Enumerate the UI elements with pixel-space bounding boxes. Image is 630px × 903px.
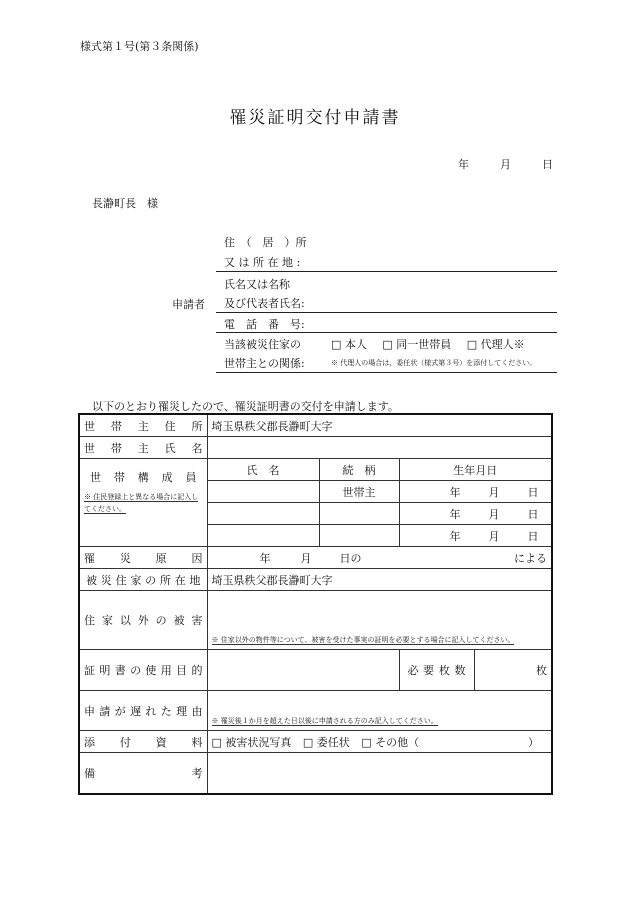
other-damage-label: 住家以外の被害 <box>79 591 207 650</box>
address-label-1: 住 （ 居 ）所 <box>224 236 307 249</box>
address-label-2: 又 は 所 在 地 : <box>224 256 301 269</box>
attach-photo-checkbox[interactable]: □ 被害状況写真 <box>211 735 292 749</box>
members-note: ※ 住民登録上と異なる場合に記入してください。 <box>84 493 199 513</box>
cause-field[interactable]: 年 月 日の による <box>207 547 552 569</box>
attach-other-checkbox[interactable]: □ その他（ <box>361 735 420 749</box>
attach-proxy-checkbox[interactable]: □ 委任状 <box>302 735 350 749</box>
application-table <box>78 413 553 795</box>
copies-field[interactable]: 枚 <box>474 650 552 691</box>
phone-label: 電 話 番 号: <box>224 318 305 331</box>
copies-label: 必要枚数 <box>399 650 474 691</box>
relation-note: ※ 代理人の場合は、委任状（様式第３号）を添付してください。 <box>331 359 537 367</box>
purpose-label: 証明書の使用目的 <box>79 650 207 691</box>
member-name-field[interactable] <box>207 503 319 525</box>
relation-line <box>216 372 557 373</box>
applicant-label: 申請者 <box>172 298 205 311</box>
purpose-field[interactable] <box>207 650 399 691</box>
relation-self-checkbox[interactable]: □ 本人 <box>331 338 367 351</box>
householder-address-label: 世帯主住所 <box>79 414 207 437</box>
remarks-label: 備考 <box>79 753 207 795</box>
relation-label-2: 世帯主との関係: <box>224 357 305 370</box>
phone-line[interactable] <box>216 332 557 333</box>
relation-label-1: 当該被災住家の <box>224 338 301 351</box>
attachments-label: 添付資料 <box>79 731 207 753</box>
name-line[interactable] <box>216 312 557 313</box>
other-damage-field[interactable] <box>207 591 552 650</box>
householder-address-field[interactable]: 埼玉県秩父郡長瀞町大字 <box>207 414 552 437</box>
member-relation-field[interactable] <box>319 503 399 525</box>
relation-agent-checkbox[interactable]: □ 代理人※ <box>466 338 525 351</box>
member-relation-field[interactable]: 世帯主 <box>319 481 399 503</box>
late-reason-field[interactable] <box>207 691 552 731</box>
late-reason-note: ※ 罹災後１か月を超えた日以後に申請される方のみ記入してください。 <box>211 717 438 725</box>
relation-member-checkbox[interactable]: □ 同一世帯員 <box>382 338 452 351</box>
date-year: 年 <box>458 158 469 171</box>
addressee: 長瀞町長 様 <box>92 197 158 210</box>
late-reason-label: 申請が遅れた理由 <box>79 691 207 731</box>
members-header-relation: 続 柄 <box>319 459 399 481</box>
members-header-name: 氏 名 <box>207 459 319 481</box>
member-birth-field[interactable]: 年 月 日 <box>399 525 552 547</box>
date-month: 月 <box>500 158 511 171</box>
location-field[interactable]: 埼玉県秩父郡長瀞町大字 <box>207 569 552 591</box>
member-birth-field[interactable]: 年 月 日 <box>399 481 552 503</box>
householder-name-label: 世帯主氏名 <box>79 437 207 459</box>
member-relation-field[interactable] <box>319 525 399 547</box>
location-label: 被災住家の所在地 <box>79 569 207 591</box>
remarks-field[interactable] <box>207 753 552 795</box>
other-damage-note: ※ 住家以外の物件等について、被害を受けた事実の証明を必要とする場合に記入してください。 <box>211 636 515 644</box>
member-name-field[interactable] <box>207 481 319 503</box>
member-birth-field[interactable]: 年 月 日 <box>399 503 552 525</box>
member-name-field[interactable] <box>207 525 319 547</box>
members-label-cell <box>79 459 207 547</box>
date-day: 日 <box>542 158 553 171</box>
form-number: 様式第１号(第３条関係) <box>80 40 199 53</box>
name-label-2: 及び代表者氏名: <box>224 297 305 310</box>
name-label-1: 氏名又は名称 <box>224 278 290 291</box>
relation-options <box>331 336 525 352</box>
address-line[interactable] <box>216 271 557 272</box>
page-title: 罹災証明交付申請書 <box>229 108 401 128</box>
householder-name-field[interactable] <box>207 437 552 459</box>
cause-label: 罹災原因 <box>79 547 207 569</box>
members-label: 世帯構成員 <box>90 471 197 484</box>
attach-close-paren: ） <box>528 735 539 749</box>
intro-text: 以下のとおり罹災したので、罹災証明書の交付を申請します。 <box>92 400 399 413</box>
date-line <box>458 156 553 172</box>
members-header-birth: 生年月日 <box>399 459 552 481</box>
cause-suffix: による <box>514 551 547 565</box>
attachments-field <box>207 731 552 753</box>
